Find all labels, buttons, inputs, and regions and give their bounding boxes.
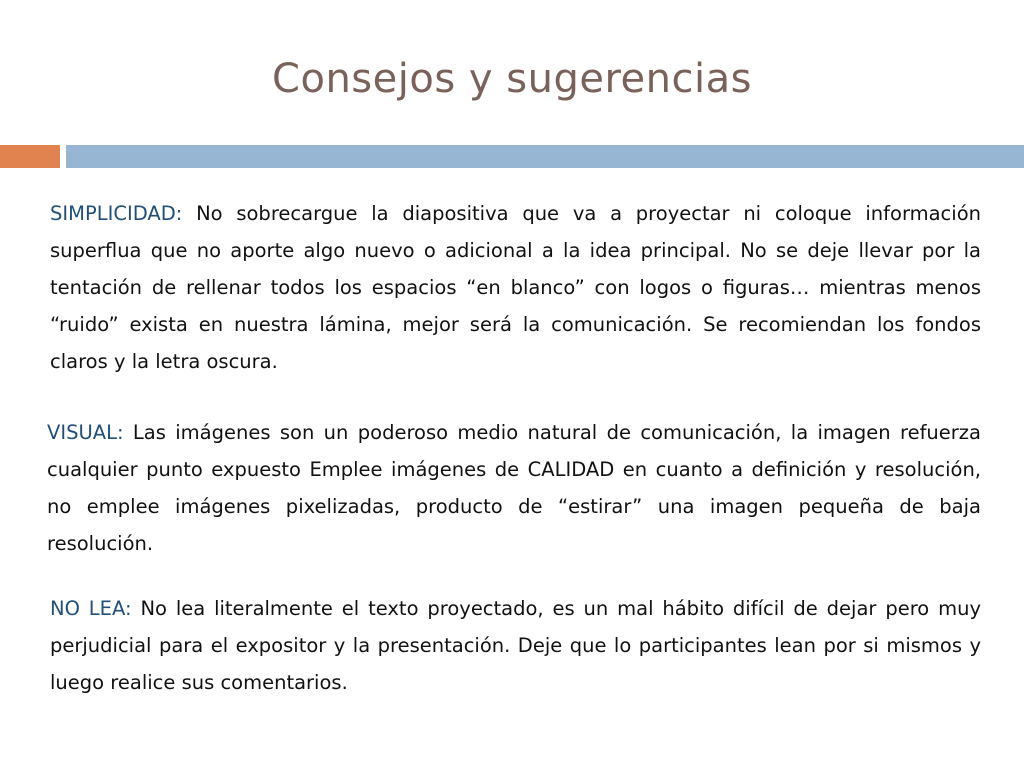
slide-title: Consejos y sugerencias	[272, 56, 752, 102]
title-accent-bar-blue	[66, 145, 1024, 168]
paragraph-text-visual: Las imágenes son un poderoso medio natural de comunicación, la imagen refuerza cualquier punto expuesto Emplee imágenes de CALIDAD en cuanto a definición y resolución, no emplee imágenes pixelizadas, producto de “estirar” una imagen pequeña de baja resolución.	[47, 421, 981, 555]
paragraph-lead-visual: VISUAL:	[47, 421, 124, 444]
title-accent-bar-orange	[0, 145, 60, 168]
paragraph-no-lea	[50, 590, 981, 701]
paragraph-text-no-lea: No lea literalmente el texto proyectado, es un mal hábito difícil de dejar pero muy perjudicial para el expositor y la presentación. Deje que lo participantes lean por si mismos y luego realice sus comentarios.	[50, 597, 981, 694]
paragraph-simplicidad	[50, 195, 981, 380]
paragraph-lead-no-lea: NO LEA:	[50, 597, 132, 620]
paragraph-text-simplicidad: No sobrecargue la diapositiva que va a proyectar ni coloque información superflua que no aporte algo nuevo o adicional a la idea principal. No se deje llevar por la tentación de rellenar todos los espacios “en blanco” con logos o figuras… mientras menos “ruido” exista en nuestra lámina, mejor será la comunicación. Se recomiendan los fondos claros y la letra oscura.	[50, 202, 981, 373]
paragraph-lead-simplicidad: SIMPLICIDAD:	[50, 202, 183, 225]
paragraph-visual	[47, 414, 981, 562]
